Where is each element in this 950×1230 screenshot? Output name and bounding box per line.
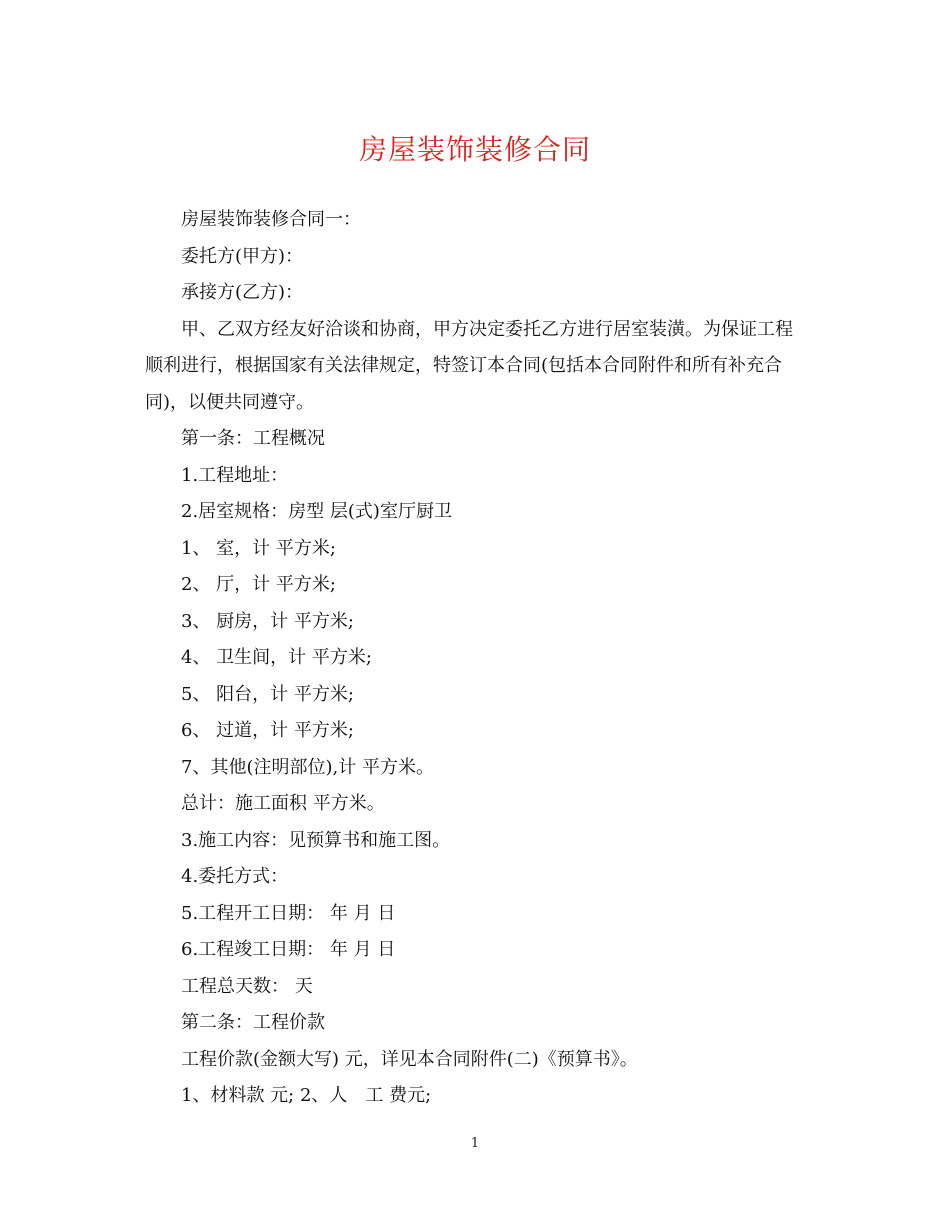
construction-content-line: 3.施工内容：见预算书和施工图。 xyxy=(181,829,451,851)
area-item-bathroom: 4、 卫生间，计 平方米; xyxy=(181,647,372,668)
total-area-line: 总计：施工面积 平方米。 xyxy=(181,793,385,814)
price-breakdown-line: 1、材料款 元; 2、人 工 费元; xyxy=(181,1085,432,1106)
article-one-heading: 第一条：工程概况 xyxy=(181,428,325,449)
area-item-hall: 2、 厅，计 平方米; xyxy=(181,574,336,595)
project-price-line: 工程价款(金额大写) 元，详见本合同附件(二)《预算书》。 xyxy=(181,1048,638,1070)
area-item-balcony: 5、 阳台，计 平方米; xyxy=(181,683,354,705)
total-days-line: 工程总天数： 天 xyxy=(181,975,313,997)
project-address-line: 1.工程地址： xyxy=(181,464,289,486)
area-item-other: 7、其他(注明部位),计 平方米。 xyxy=(181,756,434,778)
completion-date-line: 6.工程竣工日期： 年 月 日 xyxy=(181,939,396,960)
article-two-heading: 第二条：工程价款 xyxy=(181,1012,325,1033)
start-date-line: 5.工程开工日期： 年 月 日 xyxy=(181,902,396,924)
section-heading-contract-one: 房屋装饰装修合同一： xyxy=(181,209,361,230)
document-body xyxy=(145,202,805,1115)
party-b-line: 承接方(乙方)： xyxy=(181,282,304,303)
document-title: 房屋装饰装修合同 xyxy=(358,133,591,166)
area-item-kitchen: 3、 厨房，计 平方米; xyxy=(181,610,354,632)
party-a-line: 委托方(甲方)： xyxy=(181,245,304,267)
area-item-room: 1、 室，计 平方米; xyxy=(181,537,336,559)
area-item-corridor: 6、 过道，计 平方米; xyxy=(181,720,354,741)
commission-method-line: 4.委托方式： xyxy=(181,866,289,887)
preamble-paragraph: 甲、乙双方经友好洽谈和协商，甲方决定委托乙方进行居室装潢。为保证工程顺利进行，根据国家有关法律规定，特签订本合同(包括本合同附件和所有补充合同)，以便共同遵守。 xyxy=(145,318,793,413)
room-spec-line: 2.居室规格：房型 层(式)室厅厨卫 xyxy=(181,501,452,522)
page-number: 1 xyxy=(470,1136,480,1151)
